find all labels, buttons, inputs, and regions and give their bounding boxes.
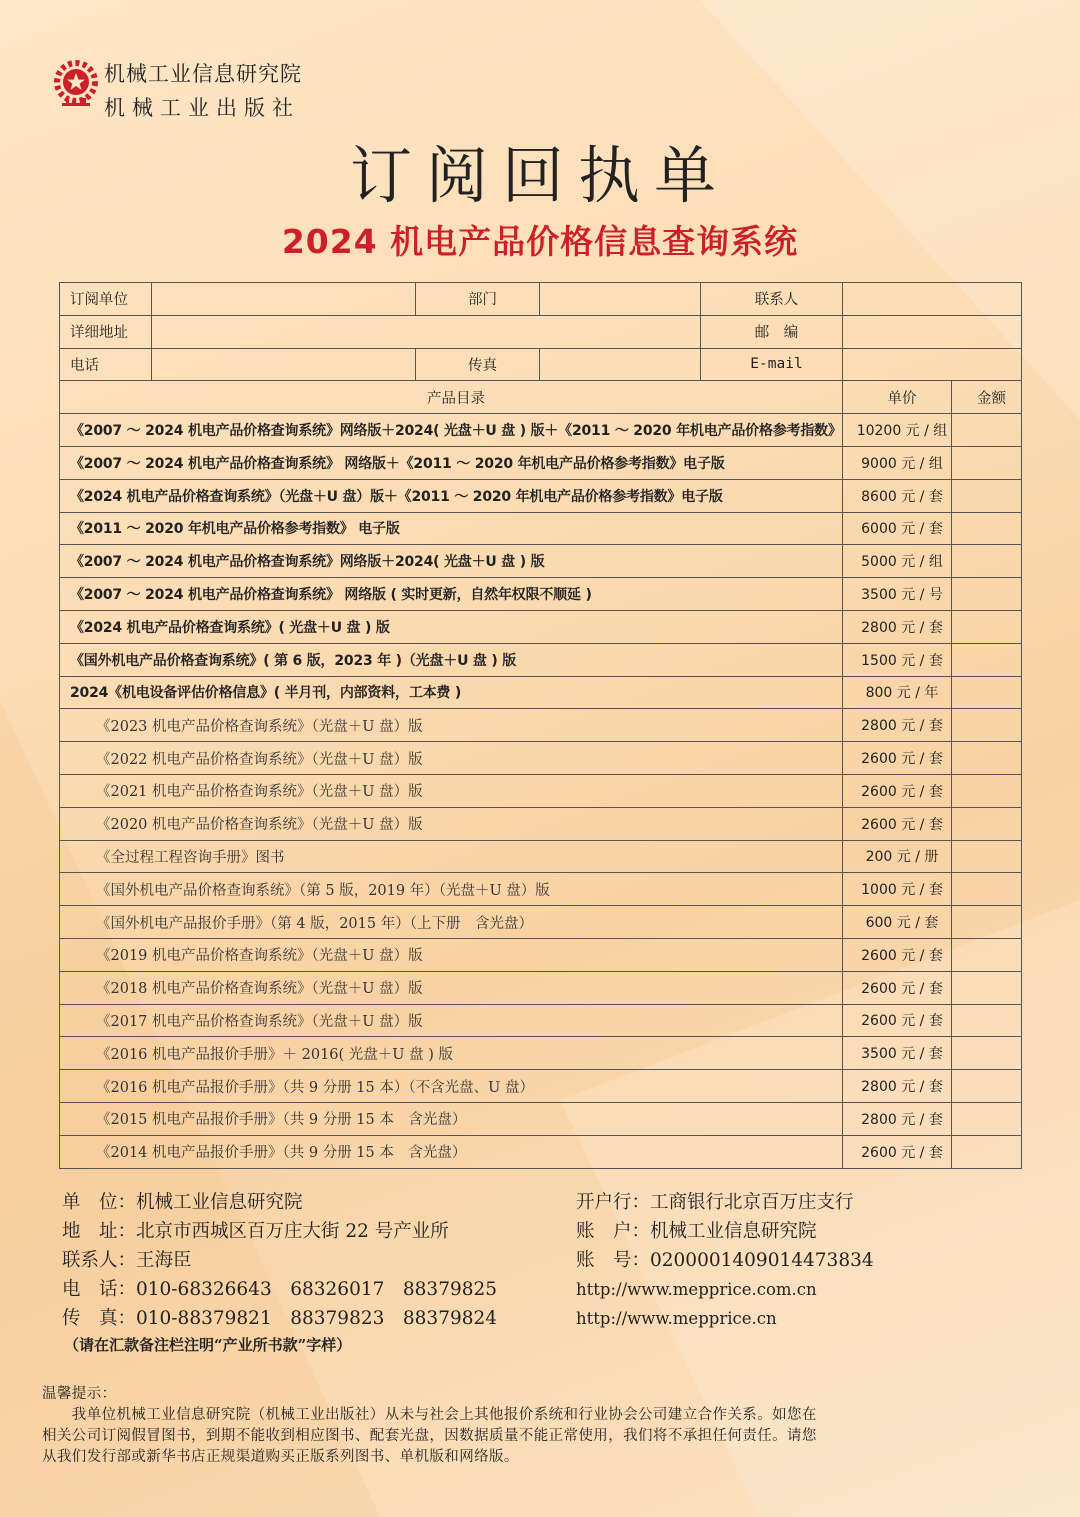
footer-bank: 开户行：工商银行北京百万庄支行 [576, 1192, 854, 1213]
product-price: 2600 元 / 套 [843, 938, 952, 971]
subscription-form-table [59, 282, 1022, 1169]
gear-star-logo-icon [52, 58, 100, 112]
product-row [60, 742, 1022, 775]
product-row [60, 1070, 1022, 1103]
product-amount-field[interactable] [952, 1004, 1022, 1037]
product-row [60, 545, 1022, 578]
footer-url-1[interactable]: http://www.mepprice.com.cn [576, 1280, 817, 1299]
contact-field[interactable] [843, 283, 1022, 316]
product-price: 2600 元 / 套 [843, 971, 952, 1004]
postcode-field[interactable] [843, 315, 1022, 348]
product-amount-field[interactable] [952, 1102, 1022, 1135]
product-amount-field[interactable] [952, 971, 1022, 1004]
product-price: 2800 元 / 套 [843, 610, 952, 643]
product-amount-field[interactable] [952, 578, 1022, 611]
footer-address: 地 址：北京市西城区百万庄大街 22 号产业所 [62, 1221, 449, 1242]
unit-field[interactable] [152, 283, 416, 316]
product-price: 2600 元 / 套 [843, 1135, 952, 1168]
footer-phone: 电 话：010-68326643 68326017 88379825 [62, 1279, 498, 1300]
product-price: 2800 元 / 套 [843, 1070, 952, 1103]
product-name: 《2011 ～ 2020 年机电产品价格参考指数》 电子版 [60, 512, 843, 545]
product-amount-field[interactable] [952, 807, 1022, 840]
product-row [60, 446, 1022, 479]
product-price: 1500 元 / 套 [843, 643, 952, 676]
product-row [60, 1135, 1022, 1168]
product-price: 9000 元 / 组 [843, 446, 952, 479]
product-price: 3500 元 / 套 [843, 1037, 952, 1070]
footer-account-name: 账 户：机械工业信息研究院 [576, 1221, 817, 1242]
org-name-press: 机械工业出版社 [104, 96, 300, 120]
product-price: 10200 元 / 组 [843, 414, 952, 447]
product-price: 8600 元 / 套 [843, 479, 952, 512]
product-name: 2024《机电设备评估价格信息》( 半月刊，内部资料，工本费 ) [60, 676, 843, 709]
product-row [60, 676, 1022, 709]
dept-field[interactable] [540, 283, 701, 316]
price-header: 单价 [843, 381, 952, 414]
product-amount-field[interactable] [952, 643, 1022, 676]
postcode-label: 邮 编 [701, 315, 843, 348]
product-name: 《国外机电产品价格查询系统》（第 5 版，2019 年）（光盘＋U 盘）版 [60, 873, 843, 906]
product-row [60, 807, 1022, 840]
product-row [60, 709, 1022, 742]
product-amount-field[interactable] [952, 1070, 1022, 1103]
remit-note: （请在汇款备注栏注明“产业所书款”字样） [64, 1336, 352, 1354]
org-name-institute: 机械工业信息研究院 [104, 62, 302, 86]
product-name: 《2016 机电产品报价手册》（共 9 分册 15 本）（不含光盘、U 盘） [60, 1070, 843, 1103]
product-row [60, 1004, 1022, 1037]
contact-label: 联系人 [701, 283, 843, 316]
product-price: 2800 元 / 套 [843, 1102, 952, 1135]
product-name: 《2019 机电产品价格查询系统》（光盘＋U 盘）版 [60, 938, 843, 971]
product-amount-field[interactable] [952, 414, 1022, 447]
product-name: 《2014 机电产品报价手册》（共 9 分册 15 本 含光盘） [60, 1135, 843, 1168]
dept-label: 部门 [416, 283, 540, 316]
footer-contact: 联系人：王海臣 [62, 1250, 192, 1271]
product-amount-field[interactable] [952, 709, 1022, 742]
product-price: 5000 元 / 组 [843, 545, 952, 578]
product-name: 《国外机电产品价格查询系统》( 第 6 版，2023 年 )（光盘＋U 盘 ) 版 [60, 643, 843, 676]
product-row [60, 578, 1022, 611]
product-amount-field[interactable] [952, 938, 1022, 971]
unit-label: 订阅单位 [60, 283, 152, 316]
product-name: 《2020 机电产品价格查询系统》（光盘＋U 盘）版 [60, 807, 843, 840]
product-row [60, 479, 1022, 512]
product-name: 《2024 机电产品价格查询系统》( 光盘＋U 盘 ) 版 [60, 610, 843, 643]
product-amount-field[interactable] [952, 873, 1022, 906]
page-subtitle: 2024 机电产品价格信息查询系统 [281, 222, 799, 261]
product-name: 《2024 机电产品价格查询系统》（光盘＋U 盘）版＋《2011 ～ 2020 年机电产品价格参考指数》电子版 [60, 479, 843, 512]
footer-unit: 单 位：机械工业信息研究院 [62, 1192, 303, 1213]
product-row [60, 414, 1022, 447]
product-amount-field[interactable] [952, 676, 1022, 709]
footer-fax: 传 真：010-88379821 88379823 88379824 [62, 1308, 498, 1329]
product-amount-field[interactable] [952, 774, 1022, 807]
product-name: 《2021 机电产品价格查询系统》（光盘＋U 盘）版 [60, 774, 843, 807]
product-amount-field[interactable] [952, 1135, 1022, 1168]
footer-contact-info [62, 1188, 497, 1333]
product-row [60, 906, 1022, 939]
page-title: 订阅回执单 [349, 139, 730, 212]
product-row [60, 512, 1022, 545]
product-amount-field[interactable] [952, 446, 1022, 479]
product-price: 1000 元 / 套 [843, 873, 952, 906]
product-amount-field[interactable] [952, 1037, 1022, 1070]
product-name: 《2018 机电产品价格查询系统》（光盘＋U 盘）版 [60, 971, 843, 1004]
product-price: 2600 元 / 套 [843, 1004, 952, 1037]
product-price: 600 元 / 套 [843, 906, 952, 939]
address-label: 详细地址 [60, 315, 152, 348]
product-name: 《2007 ～ 2024 机电产品价格查询系统》网络版＋2024( 光盘＋U 盘 ) 版 [60, 545, 843, 578]
product-name: 《全过程工程咨询手册》图书 [60, 840, 843, 873]
email-label: E-mail [701, 348, 843, 381]
product-row [60, 1037, 1022, 1070]
product-price: 2600 元 / 套 [843, 774, 952, 807]
footer-bank-info [576, 1188, 874, 1333]
address-field[interactable] [152, 315, 701, 348]
product-name: 《国外机电产品报价手册》（第 4 版，2015 年）（上下册 含光盘） [60, 906, 843, 939]
product-list [60, 414, 1022, 1168]
product-price: 2600 元 / 套 [843, 742, 952, 775]
tips-line-1: 我单位机械工业信息研究院（机械工业出版社）从未与社会上其他报价系统和行业协会公司建立合作关系。如您在 [42, 1407, 817, 1423]
product-amount-field[interactable] [952, 479, 1022, 512]
product-name: 《2015 机电产品报价手册》（共 9 分册 15 本 含光盘） [60, 1102, 843, 1135]
product-name: 《2007 ～ 2024 机电产品价格查询系统》 网络版＋《2011 ～ 2020 年机电产品价格参考指数》电子版 [60, 446, 843, 479]
product-name: 《2023 机电产品价格查询系统》（光盘＋U 盘）版 [60, 709, 843, 742]
fax-label: 传真 [416, 348, 540, 381]
product-amount-field[interactable] [952, 512, 1022, 545]
product-name: 《2022 机电产品价格查询系统》（光盘＋U 盘）版 [60, 742, 843, 775]
product-amount-field[interactable] [952, 742, 1022, 775]
phone-field[interactable] [152, 348, 416, 381]
product-name: 《2017 机电产品价格查询系统》（光盘＋U 盘）版 [60, 1004, 843, 1037]
product-price: 800 元 / 年 [843, 676, 952, 709]
product-price: 200 元 / 册 [843, 840, 952, 873]
product-row [60, 643, 1022, 676]
product-row [60, 873, 1022, 906]
warm-tips [42, 1384, 1012, 1468]
product-name: 《2007 ～ 2024 机电产品价格查询系统》网络版＋2024( 光盘＋U 盘 ) 版＋《2011 ～ 2020 年机电产品价格参考指数》 [60, 414, 843, 447]
tips-heading: 温馨提示： [42, 1386, 117, 1402]
product-row [60, 610, 1022, 643]
product-amount-field[interactable] [952, 610, 1022, 643]
product-row [60, 840, 1022, 873]
tips-line-3: 从我们发行部或新华书店正规渠道购买正版系列图书、单机版和网络版。 [42, 1449, 519, 1465]
catalog-header: 产品目录 [60, 381, 843, 414]
tips-line-2: 相关公司订阅假冒图书，到期不能收到相应图书、配套光盘，因数据质量不能正常使用，我们将不承担任何责任。请您 [42, 1428, 817, 1444]
footer-account-no: 账 号：0200001409014473834 [576, 1250, 874, 1271]
product-price: 3500 元 / 号 [843, 578, 952, 611]
footer-url-2[interactable]: http://www.mepprice.cn [576, 1309, 777, 1328]
fax-field[interactable] [540, 348, 701, 381]
email-field[interactable] [843, 348, 1022, 381]
amount-header: 金额 [952, 381, 1022, 414]
product-price: 6000 元 / 套 [843, 512, 952, 545]
phone-label: 电话 [60, 348, 152, 381]
product-row [60, 971, 1022, 1004]
product-row [60, 1102, 1022, 1135]
product-price: 2800 元 / 套 [843, 709, 952, 742]
product-amount-field[interactable] [952, 840, 1022, 873]
product-name: 《2016 机电产品报价手册》＋ 2016( 光盘＋U 盘 ) 版 [60, 1037, 843, 1070]
product-amount-field[interactable] [952, 906, 1022, 939]
product-row [60, 938, 1022, 971]
product-price: 2600 元 / 套 [843, 807, 952, 840]
product-amount-field[interactable] [952, 545, 1022, 578]
product-name: 《2007 ～ 2024 机电产品价格查询系统》 网络版 ( 实时更新，自然年权限不顺延 ) [60, 578, 843, 611]
product-row [60, 774, 1022, 807]
